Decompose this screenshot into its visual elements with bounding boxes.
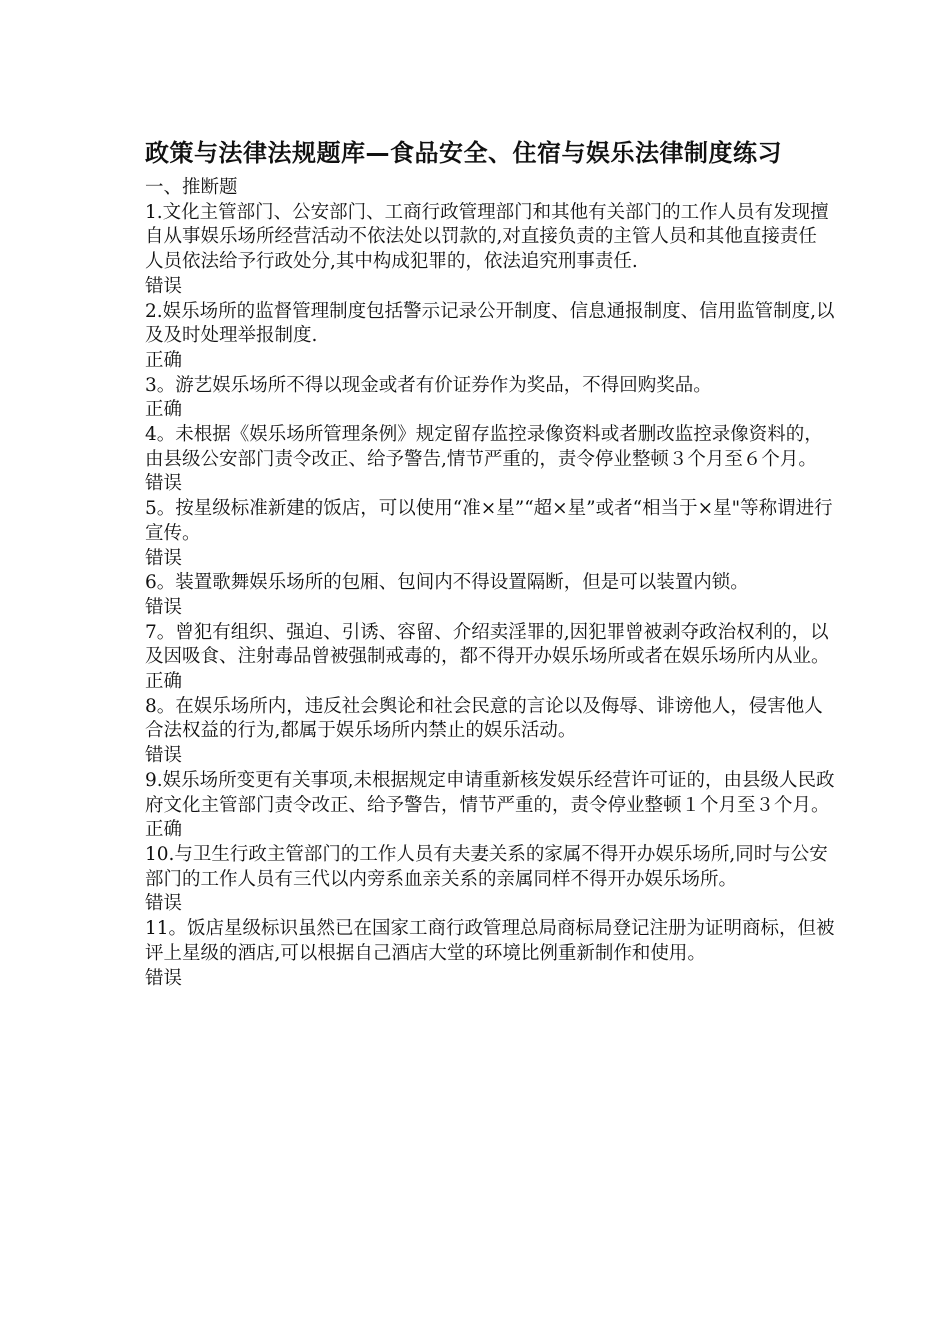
section-heading: 一、推断题 bbox=[145, 177, 238, 198]
answer-text: 错误 bbox=[145, 596, 183, 618]
answer-text: 正确 bbox=[145, 671, 183, 693]
question-item bbox=[145, 571, 835, 620]
question-item bbox=[145, 300, 835, 374]
question-item bbox=[145, 201, 835, 300]
question-item bbox=[145, 843, 835, 917]
answer-text: 错误 bbox=[145, 893, 183, 915]
question-item bbox=[145, 374, 835, 423]
answer-text: 错误 bbox=[145, 547, 183, 569]
document-page bbox=[145, 130, 835, 991]
question-text: 8。在娱乐场所内，违反社会舆论和社会民意的言论以及侮辱、诽谤他人，侵害他人合法权益的行为,都属于娱乐场所内禁止的娱乐活动。 bbox=[145, 695, 823, 742]
question-item bbox=[145, 497, 835, 571]
question-text: 2.娱乐场所的监督管理制度包括警示记录公开制度、信息通报制度、信用监管制度,以及及时处理举报制度. bbox=[145, 300, 835, 347]
question-item bbox=[145, 769, 835, 843]
answer-text: 错误 bbox=[145, 473, 183, 495]
question-item bbox=[145, 621, 835, 695]
question-text: 7。曾犯有组织、强迫、引诱、容留、介绍卖淫罪的,因犯罪曾被剥夺政治权利的，以及因吸食、注射毒品曾被强制戒毒的，都不得开办娱乐场所或者在娱乐场所内从业。 bbox=[145, 621, 830, 668]
question-text: 10.与卫生行政主管部门的工作人员有夫妻关系的家属不得开办娱乐场所,同时与公安部门的工作人员有三代以内旁系血亲关系的亲属同样不得开办娱乐场所。 bbox=[145, 843, 828, 890]
question-item bbox=[145, 695, 835, 769]
document-body bbox=[145, 176, 835, 991]
question-item bbox=[145, 423, 835, 497]
question-text: 9.娱乐场所变更有关事项,未根据规定申请重新核发娱乐经营许可证的，由县级人民政府文化主管部门责令改正、给予警告，情节严重的，责令停业整顿１个月至３个月。 bbox=[145, 769, 835, 816]
question-text: 5。按星级标准新建的饭店，可以使用“准×星”“超×星”或者“相当于×星"等称谓进行宣传。 bbox=[145, 498, 833, 544]
answer-text: 正确 bbox=[145, 819, 183, 841]
question-text: 3。游艺娱乐场所不得以现金或者有价证券作为奖品，不得回购奖品。 bbox=[145, 374, 712, 396]
question-text: 4。未根据《娱乐场所管理条例》规定留存监控录像资料或者删改监控录像资料的，由县级公安部门责令改正、给予警告,情节严重的，责令停业整顿３个月至６个月。 bbox=[145, 424, 823, 470]
answer-text: 错误 bbox=[145, 745, 183, 767]
question-text: 11。饭店星级标识虽然已在国家工商行政管理总局商标局登记注册为证明商标，但被评上星级的酒店,可以根据自己酒店大堂的环境比例重新制作和使用。 bbox=[145, 918, 835, 964]
question-item bbox=[145, 917, 835, 991]
answer-text: 正确 bbox=[145, 349, 183, 371]
answer-text: 错误 bbox=[145, 275, 183, 297]
answer-text: 正确 bbox=[145, 399, 183, 421]
question-text: 1.文化主管部门、公安部门、工商行政管理部门和其他有关部门的工作人员有发现擅自从事娱乐场所经营活动不依法处以罚款的,对直接负责的主管人员和其他直接责任人员依法给予行政处分,其中构成犯罪的，依法追究刑事责任. bbox=[145, 201, 829, 273]
answer-text: 错误 bbox=[145, 967, 183, 989]
document-title: 政策与法律法规题库—食品安全、住宿与娱乐法律制度练习 bbox=[145, 139, 782, 167]
question-text: 6。装置歌舞娱乐场所的包厢、包间内不得设置隔断，但是可以装置内锁。 bbox=[145, 572, 749, 594]
